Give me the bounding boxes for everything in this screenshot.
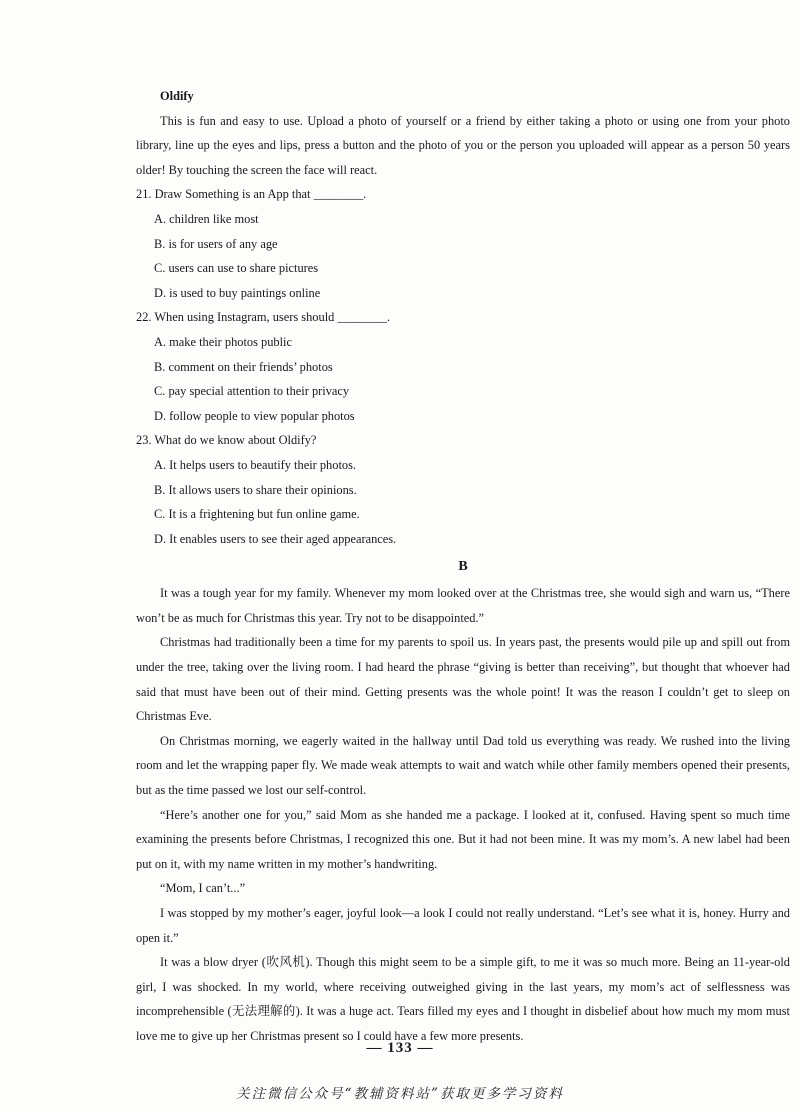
option-b: B. It allows users to share their opinions. — [154, 482, 357, 497]
option-c: C. It is a frightening but fun online game. — [154, 507, 360, 522]
page-number: — 133 — — [366, 1040, 434, 1056]
footer-note: 关注微信公众号“教辅资料站”获取更多学习资料 — [236, 1086, 564, 1102]
option-d: D. It enables users to see their aged appearances. — [154, 531, 397, 546]
question-22 — [136, 305, 790, 428]
story-paragraph: On Christmas morning, we eagerly waited in the hallway until Dad told us everything was ready. We rushed into the living room and let the wrapping paper fly. We made weak attempts to wait and watch while other family members opened their presents, but as the time passed we lost our self-control. — [136, 733, 790, 798]
oldify-description: This is fun and easy to use. Upload a photo of yourself or a friend by either taking a photo or using one from your photo library, line up the eyes and lips, press a button and the photo of you or the person you uploaded will appear as a person 50 years older! By touching the screen the face will react. — [136, 113, 790, 177]
option-a: A. make their photos public — [154, 334, 292, 349]
story-paragraph: “Here’s another one for you,” said Mom as she handed me a package. I looked at it, confused. Having spent so much time examining the presents before Christmas, I recognized this one. But it had not been mine. It was my mom’s. A new label had been put on it, with my name written in my mother’s handwriting. — [136, 807, 790, 871]
option-c: C. pay special attention to their privacy — [154, 384, 350, 399]
option-c: C. users can use to share pictures — [154, 261, 319, 276]
story-paragraph: It was a tough year for my family. Whenever my mom looked over at the Christmas tree, she would sigh and warn us, “There won’t be as much for Christmas this year. Try not to be disappointed.” — [136, 586, 790, 625]
story-paragraph: I was stopped by my mother’s eager, joyful look—a look I could not really understand. “Let’s see what it is, honey. Hurry and open it.” — [136, 906, 790, 945]
option-b: B. comment on their friends’ photos — [154, 359, 333, 374]
question-stem: 23. What do we know about Oldify? — [136, 433, 317, 448]
story-paragraph: Christmas had traditionally been a time for my parents to spoil us. In years past, the presents would pile up and spill out from under the tree, taking over the living room. I had heard the phrase “giving is better than receiving”, but thought that whoever had said that must have been out of their mind. Getting presents was the whole point! It was the reason I couldn’t get to sleep on Christmas Eve. — [136, 635, 790, 724]
option-d: D. follow people to view popular photos — [154, 408, 355, 423]
story-paragraph: It was a blow dryer (吹风机). Though this might seem to be a simple gift, to me it was so much more. Being an 11-year-old girl, I was shocked. In my world, where receiving outweighed giving in the last years, my mom’s act of selflessness was incomprehensible (无法理解的). It was a huge act. Tears filled my eyes and I thought in disbelief about how much my mom must love me to give up her Christmas present so I could have a few more presents. — [136, 955, 790, 1043]
oldify-heading: Oldify — [160, 89, 194, 103]
option-a: A. It helps users to beautify their photos. — [154, 457, 357, 472]
question-21 — [136, 182, 790, 305]
question-stem: 21. Draw Something is an App that ________. — [136, 187, 367, 202]
option-b: B. is for users of any age — [154, 236, 278, 251]
option-d: D. is used to buy paintings online — [154, 285, 321, 300]
story-paragraph: “Mom, I can’t...” — [160, 881, 246, 896]
question-stem: 22. When using Instagram, users should ________. — [136, 310, 391, 325]
page-content — [136, 84, 790, 1049]
question-23 — [136, 428, 790, 551]
option-a: A. children like most — [154, 211, 259, 226]
section-b-title: B — [458, 559, 468, 575]
